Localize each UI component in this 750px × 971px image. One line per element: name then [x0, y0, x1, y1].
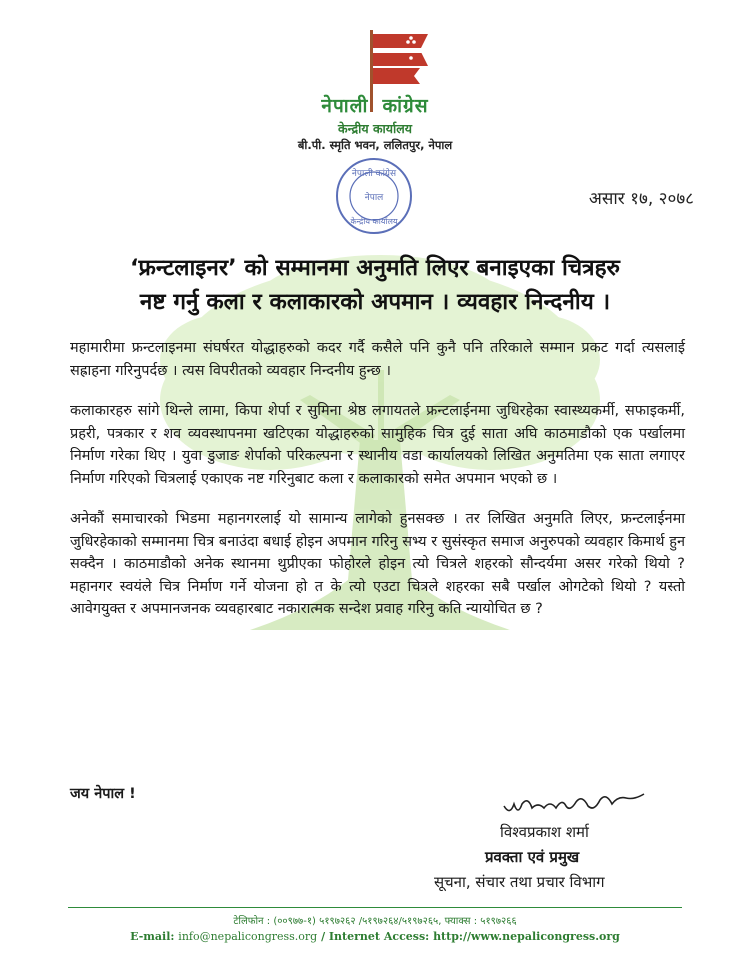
email-label: E-mail:	[130, 930, 175, 943]
party-name-left: नेपाली	[321, 95, 369, 117]
stamp-bottom-text: केन्द्रीय कार्यालय	[350, 217, 398, 226]
email-link[interactable]: info@nepalicongress.org	[178, 930, 318, 943]
handwritten-signature	[500, 782, 650, 826]
press-release-headline	[40, 251, 710, 319]
footer-contact	[0, 930, 750, 943]
letter-body	[70, 337, 685, 639]
paragraph-3: अनेकौं समाचारको भिडमा महानगरलाई यो सामान्य लागेको हुनसक्छ । तर लिखित अनुमति लिएर, फ्रन्टलाईनमा जुधिरहेकाको सम्मानमा चित्र बनाउंदा बधाई होइन अपमान गरिनु सभ्य र सुसंस्कृत समाज अनुरुपको व्यवहार किमार्थ हुन सक्दैन । काठमाडौको अनेक स्थानमा थुप्रीएका फोहोरले होइन त्यो चित्रले शहरको सौन्दर्यमा असर गरेको थियो ? महानगर स्वयंले चित्र निर्माण गर्ने योजना हो त के त्यो एउटा चित्रले शहरका सबै पर्खाल ओगटेको थियो ? यस्तो आवेगयुक्त र अपमानजनक व्यवहारबाट नकारात्मक सन्देश प्रवाह गरिनु कति न्यायोचित छ ?	[70, 511, 685, 617]
signatory-title: प्रवक्ता एवं प्रमुख	[485, 848, 580, 866]
footer-divider	[68, 907, 682, 908]
paragraph-2: कलाकारहरु सांगे थिन्ले लामा, किपा शेर्पा र सुमिना श्रेष्ठ लगायतले फ्रन्टलाईनमा जुधिरहेका स्वास्थ्यकर्मी, सफाइकर्मी, प्रहरी, पत्रकार र शव व्यवस्थापनमा खटिएका योद्धाहरुको सामुहिक चित्र दुई साता अघि काठमाडौको एक पर्खालमा निर्माण गरेका थिए । युवा डुजाङ शेर्पाको परिकल्पना र स्थानीय वडा कार्यालयको लिखित अनुमतिमा एक साता लगाएर निर्माण गरिएको चित्रलाई एकाएक नष्ट गरिनुबाट कला र कलाकारको समेत अपमान भएको छ ।	[70, 403, 685, 487]
paragraph-1: महामारीमा फ्रन्टलाइनमा संघर्षरत योद्धाहरुको कदर गर्दै कसैले पनि कुनै पनि तरिकाले सम्मान प्रकट गर्दा त्यसलाई सह्राहना गरिनुपर्दछ । त्यस विपरीतको व्यवहार निन्दनीय हुन्छ ।	[70, 340, 685, 379]
office-name: केन्द्रीय कार्यालय	[338, 121, 412, 136]
headline-line-2: नष्ट गर्नु कला र कलाकारको अपमान । व्यवहार निन्दनीय ।	[139, 289, 611, 315]
office-address: बी.पी. स्मृति भवन, ललितपुर, नेपाल	[297, 138, 453, 152]
closing-salutation: जय नेपाल !	[70, 786, 136, 802]
party-name	[0, 92, 750, 118]
party-name-right: कांग्रेस	[382, 95, 429, 117]
stamp-mid-text: नेपाल	[364, 193, 384, 203]
internet-label: / Internet Access:	[321, 930, 430, 943]
letter-date: असार १७, २०७८	[588, 189, 694, 209]
headline-line-1: ‘फ्रन्टलाइनर’ को सम्मानमा अनुमति लिएर बनाइएका चित्रहरु	[130, 255, 620, 281]
stamp-top-text: नेपाली कांग्रेस	[351, 169, 397, 179]
signatory-department: सूचना, संचार तथा प्रचार विभाग	[434, 873, 605, 891]
website-link[interactable]: http://www.nepalicongress.org	[433, 930, 620, 943]
footer-phone: टेलिफोन : (००९७७-१) ५१९७२६२ /५१९७२६४/५१९७२६५, फ्याक्स : ५१९७२६६	[233, 916, 517, 927]
office-stamp	[334, 156, 414, 236]
signatory-name: विश्वप्रकाश शर्मा	[500, 823, 589, 841]
